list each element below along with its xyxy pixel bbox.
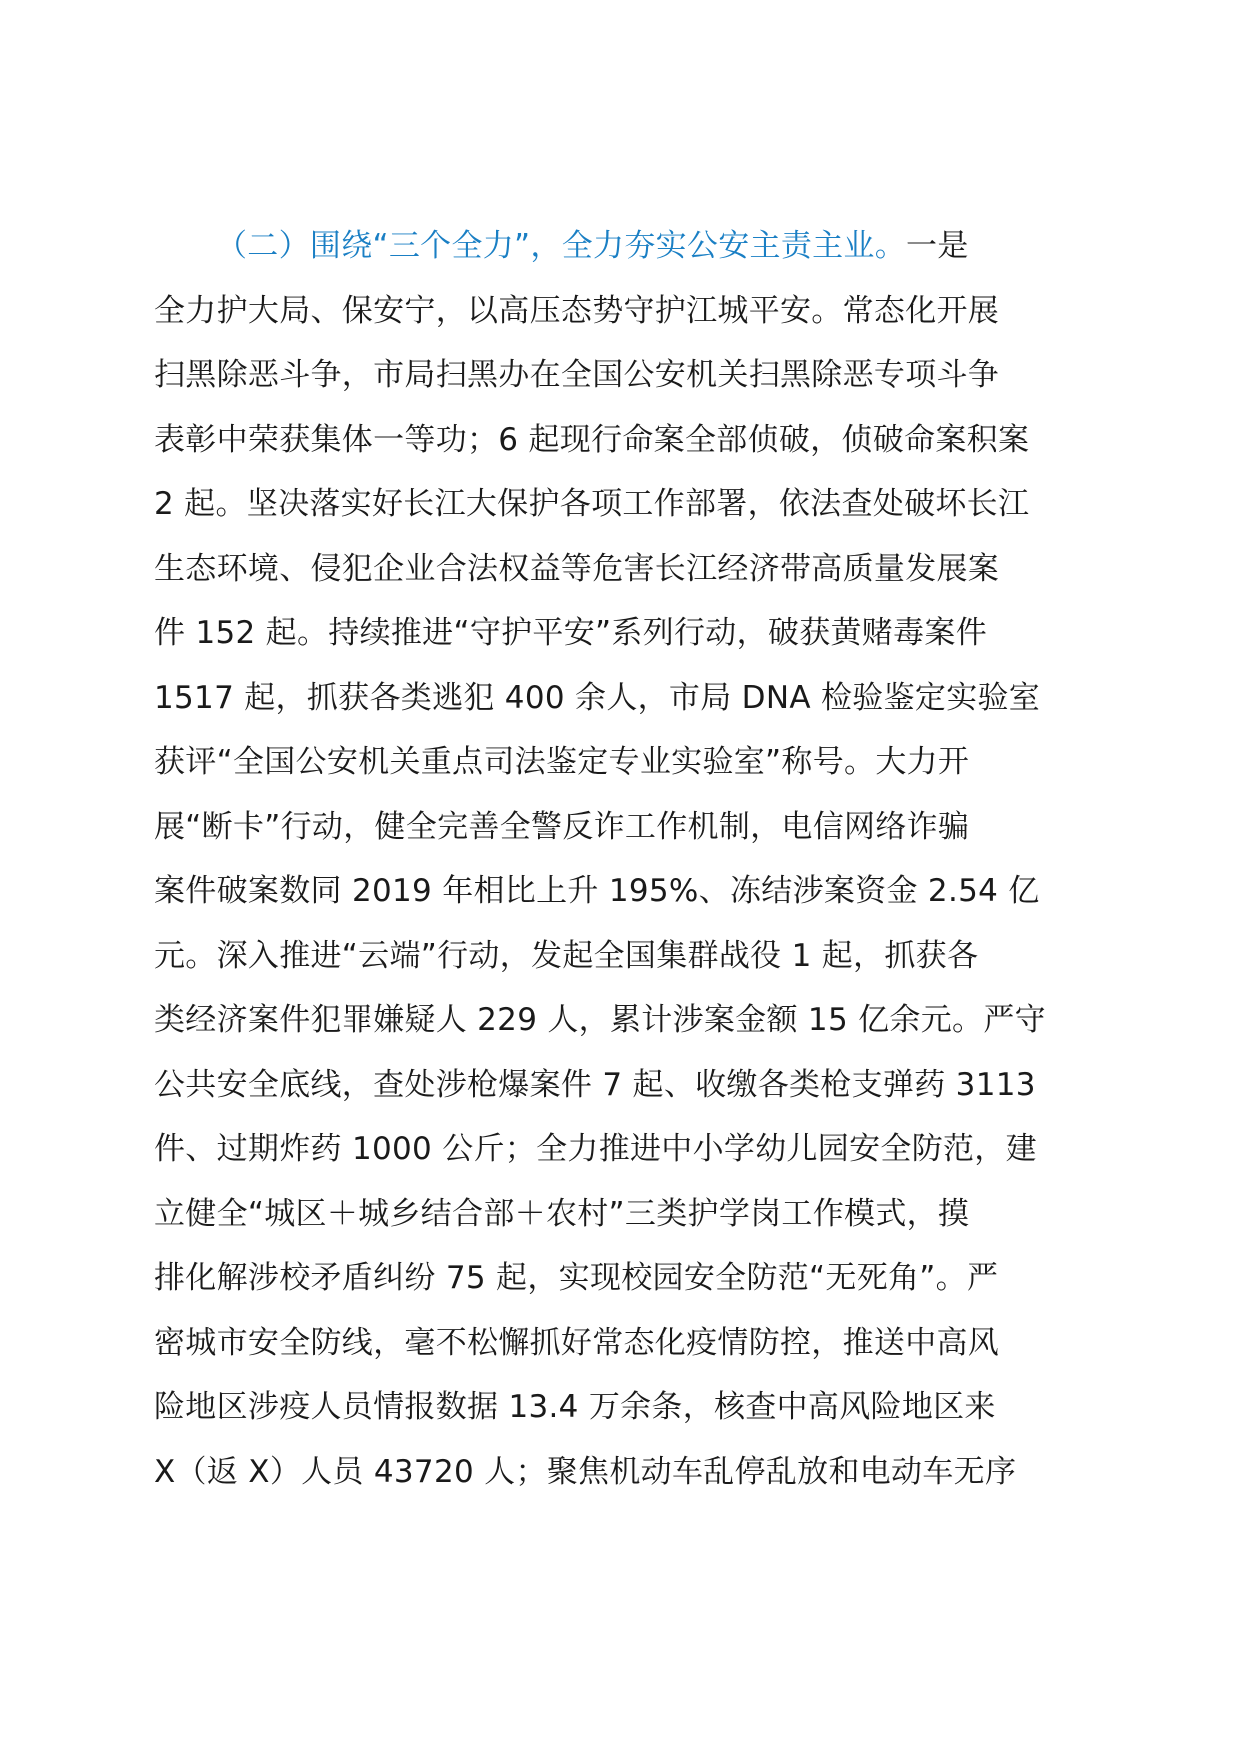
text-line: 2 起。坚决落实好长江大保护各项工作部署，依法查处破坏长江: [154, 486, 1030, 522]
text-line: 件 152 起。持续推进“守护平安”系列行动，破获黄赌毒案件: [154, 615, 987, 651]
text-line: 扫黑除恶斗争，市局扫黑办在全国公安机关扫黑除恶专项斗争: [154, 357, 1000, 393]
text-line: 一是: [906, 228, 969, 264]
text-line: 1517 起，抓获各类逃犯 400 余人，市局 DNA 检验鉴定实验室: [154, 679, 1041, 716]
text-line: 表彰中荣获集体一等功；6 起现行命案全部侦破，侦破命案积案: [154, 421, 1030, 458]
text-line: 密城市安全防线，毫不松懈抓好常态化疫情防控，推送中高风: [154, 1324, 1000, 1361]
text-line: X（返 X）人员 43720 人；聚焦机动车乱停乱放和电动车无序: [154, 1453, 1017, 1490]
text-line: 件、过期炸药 1000 公斤；全力推进中小学幼儿园安全防范，建: [154, 1131, 1037, 1167]
text-line: 案件破案数同 2019 年相比上升 195%、冻结涉案资金 2.54 亿: [154, 873, 1040, 909]
body-text: [154, 214, 1088, 1504]
text-line: 公共安全底线，查处涉枪爆案件 7 起、收缴各类枪支弹药 3113: [154, 1066, 1036, 1103]
text-line: 立健全“城区＋城乡结合部＋农村”三类护学岗工作模式，摸: [154, 1195, 970, 1232]
text-line: 全力护大局、保安宁，以高压态势守护江城平安。常态化开展: [154, 292, 1000, 329]
text-line: 获评“全国公安机关重点司法鉴定专业实验室”称号。大力开: [154, 744, 970, 780]
text-line: 元。深入推进“云端”行动，发起全国集群战役 1 起，抓获各: [154, 937, 979, 974]
paragraph-first-line: [154, 214, 1088, 279]
text-line: 类经济案件犯罪嫌疑人 229 人，累计涉案金额 15 亿余元。严守: [154, 1002, 1046, 1038]
text-line: 险地区涉疫人员情报数据 13.4 万余条，核查中高风险地区来: [154, 1389, 996, 1425]
text-line: 展“断卡”行动，健全完善全警反诈工作机制，电信网络诈骗: [154, 808, 970, 845]
text-line: 生态环境、侵犯企业合法权益等危害长江经济带高质量发展案: [154, 550, 1000, 587]
section-heading: （二）围绕“三个全力”，全力夯实公安主责主业。: [216, 228, 907, 264]
text-line: 排化解涉校矛盾纠纷 75 起，实现校园安全防范“无死角”。严: [154, 1260, 999, 1296]
